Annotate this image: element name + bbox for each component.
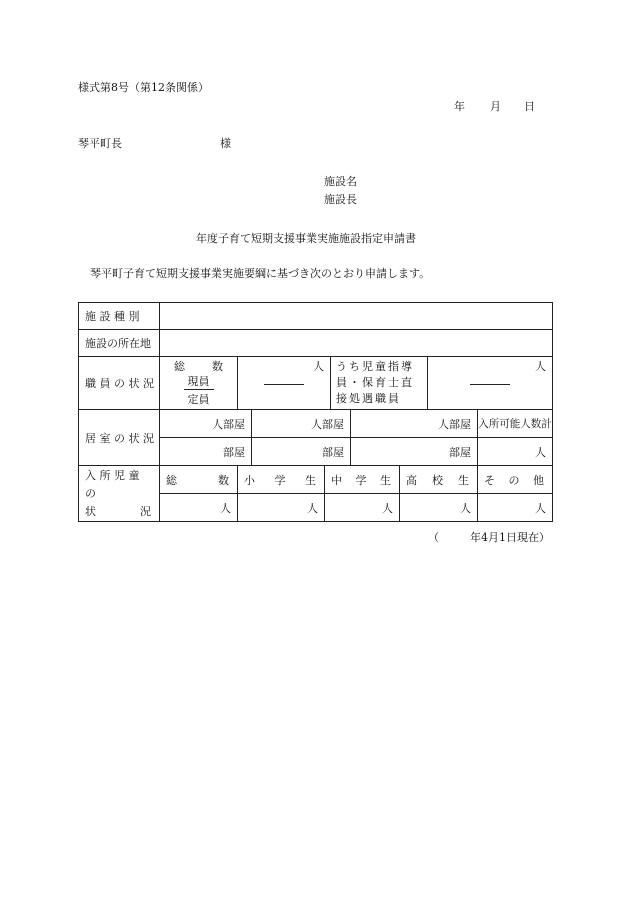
- rooms-bottom-cell-2[interactable]: 部屋: [252, 438, 351, 466]
- rooms-top-cell-2[interactable]: 人部屋: [252, 410, 351, 438]
- staff-count-divider: [264, 384, 304, 385]
- children-label: [79, 466, 160, 522]
- rooms-label: 居 室 の 状 況: [79, 410, 160, 466]
- rooms-row-top: [79, 410, 553, 438]
- children-count-high-school[interactable]: 人: [400, 494, 478, 522]
- facility-address-row: [79, 330, 553, 357]
- facility-type-field[interactable]: [160, 303, 553, 330]
- children-label-line2b: 況: [140, 504, 151, 518]
- recipient-name: 琴平町長: [78, 137, 122, 150]
- facility-address-field[interactable]: [160, 330, 553, 357]
- children-header-elementary-a: 小: [244, 473, 255, 487]
- childcare-staff-label: うち児童指導員・保育士直接処遇職員: [331, 357, 428, 410]
- as-of-open-paren: （: [428, 531, 439, 544]
- children-label-line2a: 状: [85, 504, 96, 518]
- staff-label: 職 員 の 状 況: [79, 357, 160, 410]
- date-year: 年: [454, 100, 465, 113]
- document-title: 年度子育て短期支援事業実施施設指定申請書: [196, 232, 416, 245]
- childcare-staff-cell[interactable]: [428, 357, 553, 410]
- children-header-other: [478, 466, 553, 494]
- children-header-junior-high-b: 学: [355, 473, 367, 487]
- children-header-junior-high: [325, 466, 400, 494]
- children-header-high-school-c: 生: [458, 473, 469, 487]
- facility-name-label: 施設名: [324, 175, 357, 188]
- date-month: 月: [490, 100, 501, 113]
- facility-type-label: 施 設 種 別: [79, 303, 160, 330]
- rooms-top-cell-1[interactable]: 人部屋: [160, 410, 252, 438]
- form-number: 様式第8号（第12条関係）: [78, 81, 209, 94]
- facility-address-label: 施設の所在地: [79, 330, 160, 357]
- children-label-line1: 入 所 児 童 の: [85, 468, 140, 500]
- facility-type-row: [79, 303, 553, 330]
- staff-total-label-a: 総: [174, 360, 185, 373]
- staff-row: [79, 357, 553, 410]
- rooms-max-occupancy-label: 入所可能人数計: [478, 410, 553, 438]
- staff-capacity-label: 定員: [187, 393, 210, 406]
- children-header-elementary-b: 学: [274, 473, 286, 487]
- children-header-total-a: 総: [166, 473, 177, 487]
- staff-total-cell: [160, 357, 238, 410]
- children-header-total-b: 数: [218, 473, 229, 487]
- children-header-other-b: の: [508, 473, 520, 487]
- rooms-bottom-cell-1[interactable]: 部屋: [160, 438, 252, 466]
- staff-total-label-b: 数: [212, 360, 223, 373]
- rooms-bottom-cell-3[interactable]: 部屋: [351, 438, 478, 466]
- children-header-high-school-a: 高: [406, 473, 417, 487]
- date-day: 日: [524, 100, 535, 113]
- children-header-elementary: [238, 466, 325, 494]
- childcare-staff-divider: [470, 384, 510, 385]
- children-header-junior-high-c: 生: [380, 473, 391, 487]
- children-header-other-a: そ: [484, 473, 495, 487]
- children-header-high-school: [400, 466, 478, 494]
- children-header-elementary-c: 生: [305, 473, 316, 487]
- staff-current-label: 現員: [184, 376, 214, 390]
- staff-count-cell[interactable]: [238, 357, 331, 410]
- recipient-honorific: 様: [220, 137, 231, 150]
- children-header-other-c: 他: [533, 473, 544, 487]
- body-text: 琴平町子育て短期支援事業実施要綱に基づき次のとおり申請します。: [90, 267, 431, 280]
- children-header-total: [160, 466, 238, 494]
- children-header-junior-high-a: 中: [331, 473, 342, 487]
- application-table: [78, 302, 553, 522]
- children-header-row: [79, 466, 553, 494]
- children-count-elementary[interactable]: 人: [238, 494, 325, 522]
- rooms-max-occupancy-unit[interactable]: 人: [478, 438, 553, 466]
- children-count-total[interactable]: 人: [160, 494, 238, 522]
- children-count-junior-high[interactable]: 人: [325, 494, 400, 522]
- rooms-top-cell-3[interactable]: 人部屋: [351, 410, 478, 438]
- children-header-high-school-b: 校: [432, 473, 443, 487]
- childcare-staff-unit: 人: [535, 360, 547, 373]
- children-count-other[interactable]: 人: [478, 494, 553, 522]
- facility-head-label: 施設長: [324, 193, 357, 206]
- staff-count-unit: 人: [313, 360, 324, 373]
- as-of-text: 年4月1日現在）: [470, 531, 550, 544]
